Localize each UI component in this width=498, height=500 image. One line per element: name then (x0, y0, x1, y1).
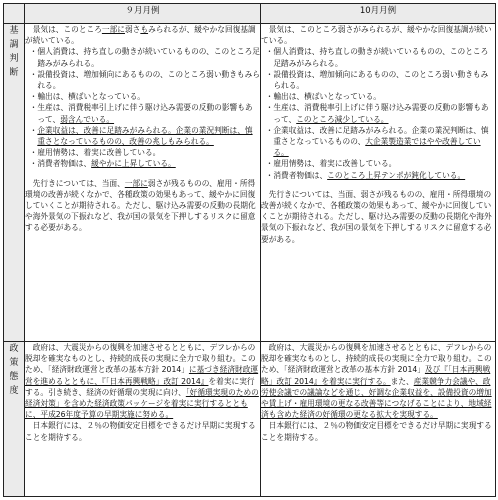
text-run: 生産は、消費税率引上げに伴う駆け込み需要の反動の影響もあって、 (37, 103, 253, 124)
header-oct: 10月月例 (261, 4, 496, 24)
underlined-text: 一部に (101, 25, 125, 34)
sept-basic-assessment (25, 24, 261, 342)
comparison-table (3, 3, 496, 497)
text-run: 企業収益は、改善に足踏みがみられる。企業の業況判断は、慎重さとなっているものの、 (273, 125, 489, 147)
sept-policy-stance (25, 342, 261, 497)
bullet-item: ・雇用情勢は、着実に改善している。 (29, 148, 161, 158)
text-run: 景気は、このところ (32, 25, 102, 34)
text-run: 消費者物価は、 (37, 159, 92, 169)
header-sept: ９月月例 (25, 4, 261, 24)
text-run: 設備投資は、増加傾向にあるものの、このところ弱い動きもみられる。 (37, 69, 260, 91)
bullet-item: ・個人消費は、持ち直しの動きが続いているものの、このところ足踏みがみられる。 (29, 47, 260, 68)
text-run: みられるが、緩やかな回復基調が続いている。 (25, 25, 256, 46)
oct-outlook (261, 189, 495, 245)
text-run: 弱さが残るものの、雇用・所得環境の改善が続くなかで、各種政策の効果もあって、緩やかに回復していくことが期待される。ただし、駆け込み需要の反動の長期化や海外景気の下振れなど、我が国の景気を下押しするリスクに留意する必要がある。 (25, 178, 256, 233)
underlined-text: 産業競争力会議や、政労使会議での議論などを通じ、好調な企業収益を、設備投資の増加や賃上げ・雇用環境の更なる改善等につなげることにより、地域経済も含めた経済の好循環の更なる拡大を実現する。 (261, 376, 492, 420)
sept-intro (25, 24, 260, 46)
text-run: 政府は、大震災からの復興を加速させるとともに、デフレからの脱却を確実なものとし、持続的成長の実現に全力で取り組む。このため、「経済財政運営と改革の基本方針 2014」 (25, 343, 256, 375)
bullet-item: ・設備投資は、増加傾向にあるものの、このところ弱い動きもみられる。 (29, 69, 260, 91)
bullet-item: ・消費者物価は、緩やかに上昇している。 (29, 159, 176, 169)
oct-policy-stance (261, 342, 496, 497)
bullet-item: ・設備投資は、増加傾向にあるものの、このところ弱い動きもみられる。 (265, 69, 489, 91)
underlined-text: 緩やかに上昇している。 (91, 159, 176, 169)
underlined-text: に基づき経済財政運営を進めるとともに、『「日本再興戦略」改訂 2014』 (25, 365, 259, 386)
text-run: 生産は、消費税率引上げに伴う駆け込み需要の反動の影響もあって、 (273, 103, 489, 124)
oct-bullets (261, 46, 495, 180)
bullet-item: ・輸出は、横ばいとなっている。 (29, 92, 145, 102)
oct-policy-p2 (261, 420, 495, 442)
underlined-text: 大企業製造業ではやや改善している。 (273, 137, 481, 158)
text-run: 日本銀行には、２％の物価安定目標をできるだけ早期に実現することを期待する。 (25, 421, 256, 442)
row-label-basic-assessment: 基調判断 (4, 24, 25, 342)
sept-outlook (25, 178, 260, 234)
text-run: 消費者物価は、 (273, 170, 328, 180)
text-run: 個人消費は、持ち直しの動きが続いているものの、このところ足踏みがみられる。 (37, 47, 260, 68)
sept-policy-p1 (25, 342, 260, 420)
underlined-text: も (140, 25, 149, 34)
bullet-item: ・個人消費は、持ち直しの動きが続いているものの、このところ足踏みがみられる。 (265, 47, 489, 68)
underlined-text: 弱含んでいる。 (60, 114, 115, 124)
sept-bullets (25, 46, 260, 169)
underlined-text: このところ上昇テンポが鈍化している。 (327, 170, 466, 180)
underlined-text: 及び『「日本再興戦略」改訂 2014』を着実に実行する。 (261, 365, 491, 386)
underlined-text: 企業収益は、改善に足踏みがみられる。企業の業況判断は、慎重さとなっているものの、改善の兆しもみられる。 (37, 125, 253, 147)
underlined-text: このところ減少している。 (296, 114, 389, 124)
text-run: 輸出は、横ばいとなっている。 (37, 92, 145, 102)
text-run: 日本銀行には、２％の物価安定目標をできるだけ早期に実現することを期待する。 (261, 421, 492, 442)
bullet-item: ・雇用情勢は、着実に改善している。 (265, 159, 397, 169)
text-run: 先行きについては、当面、 (32, 178, 125, 188)
corner-cell (4, 4, 25, 24)
text-run: 雇用情勢は、着実に改善している。 (273, 159, 397, 169)
text-run: 輸出は、横ばいとなっている。 (273, 92, 381, 102)
underlined-text: 一部に (124, 178, 148, 188)
bullet-item: ・企業収益は、改善に足踏みがみられる。企業の業況判断は、慎重さとなっているものの、大企業製造業ではやや改善している。 (265, 125, 489, 158)
oct-intro (261, 24, 495, 46)
text-run: 景気は、このところ弱さがみられるが、緩やかな回復基調が続いている。 (261, 25, 492, 46)
text-run: 先行きについては、当面、弱さが残るものの、雇用・所得環境の改善が続くなかで、各種政策の効果もあって、緩やかに回復していくことが期待される。ただし、駆け込み需要の反動の長期化や海外景気の下振れなど、我が国の景気を下押しするリスクに留意する必要がある。 (261, 189, 492, 244)
underlined-text: 「好循環実現のための経済対策」を含めた経済政策パッケージを着実に実行するとともに、平成26年度予算の早期実施に努める。 (25, 387, 259, 420)
bullet-item: ・企業収益は、改善に足踏みがみられる。企業の業況判断は、慎重さとなっているものの、改善の兆しもみられる。 (29, 125, 253, 147)
text-run: 個人消費は、持ち直しの動きが続いているものの、このところ足踏みがみられる。 (273, 47, 489, 68)
sept-policy-p2 (25, 420, 260, 442)
text-run: また、 (390, 376, 414, 386)
text-run: 政府は、大震災からの復興を加速させるとともに、デフレからの脱却を確実なものとし、持続的成長の実現に全力で取り組む。このため、「経済財政運営と改革の基本方針 2014」 (261, 343, 492, 375)
bullet-item: ・輸出は、横ばいとなっている。 (265, 92, 381, 102)
text-run: 弱さ (124, 25, 141, 34)
text-run: を着実に実行する。引き続き、経済の好循環の実現に向け、 (25, 376, 255, 397)
bullet-item: ・生産は、消費税率引上げに伴う駆け込み需要の反動の影響もあって、このところ減少している。 (265, 103, 489, 124)
row-label-policy-stance: 政策態度 (4, 342, 25, 497)
bullet-item: ・消費者物価は、このところ上昇テンポが鈍化している。 (265, 170, 466, 180)
bullet-item: ・生産は、消費税率引上げに伴う駆け込み需要の反動の影響もあって、弱含んでいる。 (29, 103, 253, 124)
oct-policy-p1 (261, 342, 495, 420)
text-run: 設備投資は、増加傾向にあるものの、このところ弱い動きもみられる。 (273, 69, 489, 91)
oct-basic-assessment (261, 24, 496, 342)
text-run: 雇用情勢は、着実に改善している。 (37, 148, 161, 158)
